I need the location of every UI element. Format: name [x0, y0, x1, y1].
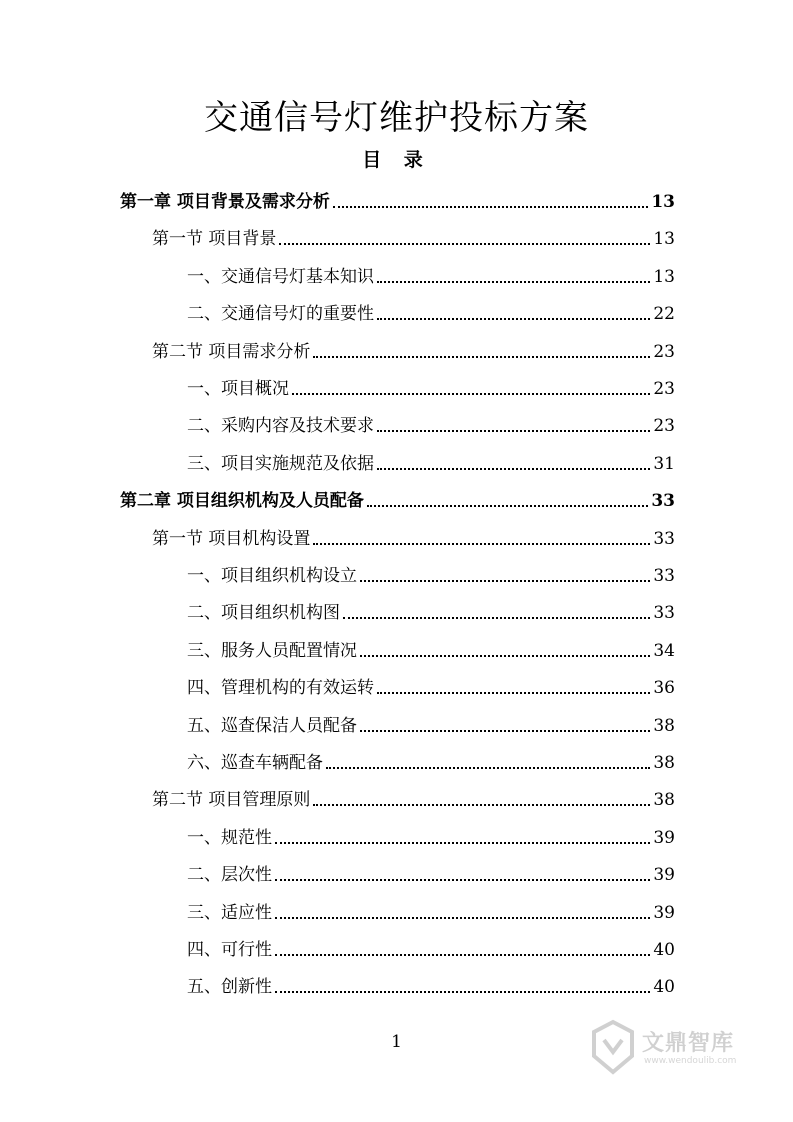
toc-dot-leader — [377, 467, 650, 470]
toc-entry[interactable] — [120, 475, 675, 512]
toc-entry-label: 四、管理机构的有效运转 — [187, 678, 374, 699]
toc-entry-page: 23 — [653, 416, 675, 437]
toc-entry[interactable] — [187, 625, 675, 662]
toc-dot-leader — [292, 392, 650, 395]
toc-dot-leader — [360, 654, 650, 657]
toc-entry[interactable] — [187, 550, 675, 587]
toc-entry-label: 第一节 项目机构设置 — [152, 528, 311, 549]
page-number: 1 — [391, 1032, 402, 1052]
toc-entry[interactable] — [187, 700, 675, 737]
toc-entry-label: 一、交通信号灯基本知识 — [187, 266, 374, 287]
toc-dot-leader — [313, 803, 650, 806]
toc-entry-page: 31 — [653, 453, 675, 474]
toc-entry[interactable] — [187, 887, 675, 924]
toc-entry-page: 13 — [653, 229, 675, 250]
toc-dot-leader — [333, 205, 648, 208]
toc-entry[interactable] — [152, 774, 675, 811]
toc-dot-leader — [326, 766, 650, 769]
toc-entry-label: 三、项目实施规范及依据 — [187, 453, 374, 474]
toc-entry-label: 第二章 项目组织机构及人员配备 — [120, 491, 364, 512]
toc-dot-leader — [367, 504, 648, 507]
toc-entry-label: 第二节 项目管理原则 — [152, 790, 311, 811]
toc-entry-page: 38 — [653, 715, 675, 736]
toc-entry[interactable] — [187, 924, 675, 961]
toc-entry-page: 38 — [653, 790, 675, 811]
toc-entry[interactable] — [187, 288, 675, 325]
toc-entry-label: 三、服务人员配置情况 — [187, 640, 357, 661]
toc-dot-leader — [377, 691, 650, 694]
toc-dot-leader — [279, 242, 650, 245]
toc-entry[interactable] — [187, 849, 675, 886]
toc-entry-label: 第一节 项目背景 — [152, 229, 277, 250]
toc-entry-page: 39 — [653, 902, 675, 923]
toc-entry[interactable] — [187, 737, 675, 774]
toc-heading: 目 录 — [362, 149, 431, 171]
toc-entry-label: 一、项目概况 — [187, 379, 289, 399]
toc-entry-label: 二、层次性 — [187, 865, 272, 886]
toc-entry-label: 五、创新性 — [187, 977, 272, 998]
toc-dot-leader — [275, 878, 650, 881]
toc-entry-label: 二、采购内容及技术要求 — [187, 416, 374, 437]
toc-dot-leader — [275, 916, 650, 919]
toc-dot-leader — [275, 990, 650, 993]
toc-entry-label: 三、适应性 — [187, 902, 272, 923]
toc-dot-leader — [313, 542, 650, 545]
toc-dot-leader — [360, 729, 650, 732]
watermark-url: www.wendoulib.com — [644, 1056, 737, 1066]
toc-entry-page: 13 — [653, 266, 675, 287]
toc-entry[interactable] — [187, 961, 675, 998]
toc-entry-label: 一、规范性 — [187, 827, 272, 848]
toc-entry[interactable] — [187, 363, 675, 400]
toc-entry-page: 33 — [653, 566, 675, 586]
toc-dot-leader — [275, 841, 650, 844]
toc-entry-label: 四、可行性 — [187, 940, 272, 960]
toc-dot-leader — [377, 280, 650, 283]
toc-entry-page: 23 — [653, 341, 675, 362]
toc-entry-page: 33 — [653, 528, 675, 549]
toc-entry-label: 二、交通信号灯的重要性 — [187, 304, 374, 325]
toc-entry[interactable] — [187, 812, 675, 849]
toc-entry-page: 40 — [653, 940, 675, 960]
toc-entry[interactable] — [187, 251, 675, 288]
toc-entry-label: 二、项目组织机构图 — [187, 603, 340, 624]
toc-entry[interactable] — [187, 662, 675, 699]
toc-dot-leader — [313, 355, 650, 358]
toc-entry-page: 13 — [651, 192, 675, 212]
toc-entry[interactable] — [187, 400, 675, 437]
toc-entry-page: 22 — [653, 304, 675, 325]
toc-entry-page: 36 — [653, 678, 675, 699]
toc-dot-leader — [360, 579, 650, 582]
toc-entry[interactable] — [152, 326, 675, 363]
toc-entry-label: 第二节 项目需求分析 — [152, 341, 311, 362]
watermark — [588, 1018, 788, 1076]
toc-dot-leader — [343, 616, 650, 619]
toc-dot-leader — [377, 429, 650, 432]
toc-entry[interactable] — [152, 513, 675, 550]
toc-entry-page: 23 — [653, 379, 675, 399]
toc-entry-label: 六、巡查车辆配备 — [187, 753, 323, 773]
watermark-brand: 文鼎智库 — [642, 1031, 735, 1056]
toc-entry-label: 五、巡查保洁人员配备 — [187, 715, 357, 736]
toc-entry[interactable] — [152, 213, 675, 250]
toc-entry-label: 一、项目组织机构设立 — [187, 566, 357, 586]
toc-entry-label: 第一章 项目背景及需求分析 — [120, 192, 330, 212]
toc-entry-page: 33 — [653, 603, 675, 624]
toc-entry-page: 38 — [653, 753, 675, 773]
toc-entry-page: 40 — [653, 977, 675, 998]
toc-entry[interactable] — [120, 176, 675, 213]
toc-entry-page: 39 — [653, 865, 675, 886]
toc-dot-leader — [377, 317, 650, 320]
toc-entry-page: 34 — [653, 640, 675, 661]
document-title: 交通信号灯维护投标方案 — [204, 98, 589, 138]
brand-logo-icon — [588, 1018, 638, 1076]
toc-entry-page: 39 — [653, 827, 675, 848]
toc-entry[interactable] — [187, 587, 675, 624]
toc-dot-leader — [275, 953, 650, 956]
toc-entry-page: 33 — [651, 491, 675, 512]
toc-entry[interactable] — [187, 438, 675, 475]
